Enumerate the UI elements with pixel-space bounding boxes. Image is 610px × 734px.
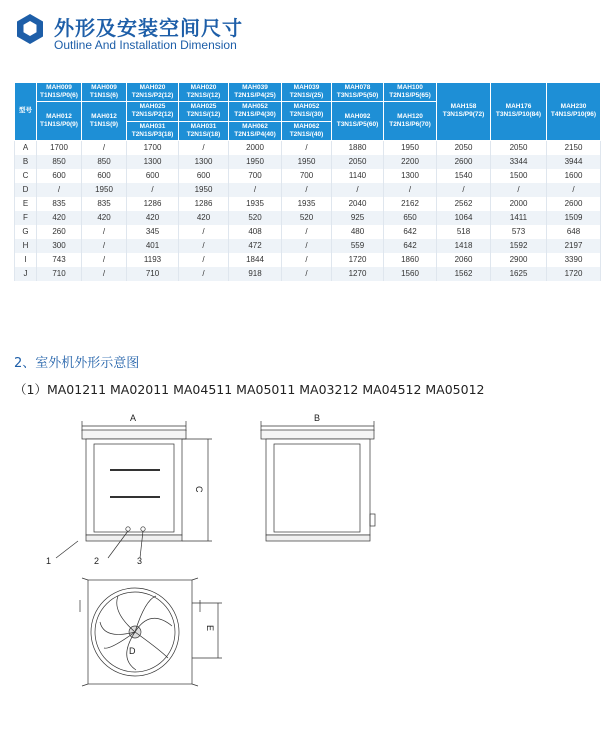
table-cell: 1286 bbox=[127, 197, 179, 211]
model-header: MAH100 T2N1S/P5(65) bbox=[384, 83, 437, 102]
table-cell: 420 bbox=[37, 211, 82, 225]
hexagon-logo-icon bbox=[14, 13, 46, 45]
table-cell: 2050 bbox=[491, 140, 547, 155]
row-label: C bbox=[15, 169, 37, 183]
dim-label-e: E bbox=[205, 625, 215, 632]
callout-2: 2 bbox=[94, 556, 100, 566]
table-cell: 850 bbox=[37, 155, 82, 169]
table-cell: 2040 bbox=[332, 197, 384, 211]
table-cell: / bbox=[437, 183, 491, 197]
table-cell: 420 bbox=[179, 211, 229, 225]
table-row bbox=[15, 239, 601, 253]
table-cell: 1935 bbox=[282, 197, 332, 211]
table-cell: 408 bbox=[229, 225, 282, 239]
table-cell: 3944 bbox=[547, 155, 601, 169]
row-label: E bbox=[15, 197, 37, 211]
model-header: MAH052 T2N1S/(30) bbox=[282, 102, 332, 121]
row-label: I bbox=[15, 253, 37, 267]
table-cell: 1286 bbox=[179, 197, 229, 211]
table-cell: 1300 bbox=[127, 155, 179, 169]
table-cell: 600 bbox=[127, 169, 179, 183]
table-cell: 520 bbox=[229, 211, 282, 225]
table-cell: / bbox=[82, 267, 127, 281]
table-cell: 642 bbox=[384, 225, 437, 239]
dimension-table bbox=[14, 82, 601, 281]
table-cell: 345 bbox=[127, 225, 179, 239]
table-cell: 480 bbox=[332, 225, 384, 239]
table-cell: / bbox=[82, 140, 127, 155]
table-cell: / bbox=[82, 253, 127, 267]
top-view bbox=[80, 578, 222, 686]
table-cell: 1418 bbox=[437, 239, 491, 253]
table-cell: 1700 bbox=[127, 140, 179, 155]
table-cell: 1950 bbox=[82, 183, 127, 197]
front-view bbox=[56, 421, 212, 558]
table-cell: 2600 bbox=[547, 197, 601, 211]
table-cell: 472 bbox=[229, 239, 282, 253]
model-header: MAH062 T2N1S/(40) bbox=[282, 121, 332, 140]
table-cell: / bbox=[282, 239, 332, 253]
model-header: MAH158 T3N1S/P9(72) bbox=[437, 83, 491, 141]
table-cell: / bbox=[282, 183, 332, 197]
table-cell: 1880 bbox=[332, 140, 384, 155]
row-header-cell: 型号 bbox=[15, 83, 37, 141]
table-cell: 743 bbox=[37, 253, 82, 267]
table-cell: 2000 bbox=[229, 140, 282, 155]
table-cell: 1562 bbox=[437, 267, 491, 281]
table-cell: / bbox=[179, 225, 229, 239]
table-row bbox=[15, 197, 601, 211]
table-cell: 1270 bbox=[332, 267, 384, 281]
row-label: B bbox=[15, 155, 37, 169]
table-cell: / bbox=[179, 267, 229, 281]
table-cell: / bbox=[282, 267, 332, 281]
table-cell: 420 bbox=[82, 211, 127, 225]
table-cell: / bbox=[332, 183, 384, 197]
table-cell: / bbox=[491, 183, 547, 197]
table-cell: 1300 bbox=[179, 155, 229, 169]
table-cell: 918 bbox=[229, 267, 282, 281]
table-cell: 1193 bbox=[127, 253, 179, 267]
table-cell: 1509 bbox=[547, 211, 601, 225]
row-label: F bbox=[15, 211, 37, 225]
table-cell: 1500 bbox=[491, 169, 547, 183]
table-cell: 642 bbox=[384, 239, 437, 253]
table-cell: / bbox=[384, 183, 437, 197]
table-cell: 1950 bbox=[282, 155, 332, 169]
table-cell: 700 bbox=[229, 169, 282, 183]
table-cell: 1540 bbox=[437, 169, 491, 183]
table-cell: / bbox=[547, 183, 601, 197]
callout-3: 3 bbox=[137, 556, 143, 566]
table-row bbox=[15, 140, 601, 155]
table-cell: 925 bbox=[332, 211, 384, 225]
row-label: H bbox=[15, 239, 37, 253]
table-cell: 835 bbox=[82, 197, 127, 211]
table-cell: 1950 bbox=[179, 183, 229, 197]
table-cell: / bbox=[179, 239, 229, 253]
table-cell: / bbox=[282, 140, 332, 155]
table-cell: 835 bbox=[37, 197, 82, 211]
model-header: MAH025 T2N1S/(12) bbox=[179, 102, 229, 121]
model-header: MAH009 T1N1S/P0(6) bbox=[37, 83, 82, 102]
table-cell: 1140 bbox=[332, 169, 384, 183]
model-header: MAH039 T2N1S/P4(25) bbox=[229, 83, 282, 102]
model-header: MAH092 T3N1S/P5(60) bbox=[332, 102, 384, 141]
table-cell: 1300 bbox=[384, 169, 437, 183]
side-view bbox=[261, 421, 375, 541]
table-row bbox=[15, 155, 601, 169]
table-cell: 1700 bbox=[37, 140, 82, 155]
table-cell: 1560 bbox=[384, 267, 437, 281]
table-row bbox=[15, 169, 601, 183]
model-header: MAH020 T2N1S/P2(12) bbox=[127, 83, 179, 102]
callout-1: 1 bbox=[46, 556, 52, 566]
table-cell: 710 bbox=[37, 267, 82, 281]
model-list: （1）MA01211 MA02011 MA04511 MA05011 MA03212 MA04512 MA05012 bbox=[14, 382, 485, 397]
table-cell: / bbox=[179, 140, 229, 155]
table-cell: 700 bbox=[282, 169, 332, 183]
dim-label-c: C bbox=[194, 486, 204, 493]
table-cell: 401 bbox=[127, 239, 179, 253]
table-cell: / bbox=[179, 253, 229, 267]
model-header: MAH025 T2N1S/P2(12) bbox=[127, 102, 179, 121]
table-cell: 650 bbox=[384, 211, 437, 225]
table-cell: / bbox=[37, 183, 82, 197]
section-title: 2、室外机外形示意图 bbox=[14, 356, 140, 371]
table-cell: / bbox=[82, 239, 127, 253]
table-cell: 2050 bbox=[437, 140, 491, 155]
table-cell: 600 bbox=[179, 169, 229, 183]
table-cell: 2200 bbox=[384, 155, 437, 169]
row-label: A bbox=[15, 140, 37, 155]
dim-label-d: D bbox=[129, 646, 136, 656]
dim-label-b: B bbox=[314, 413, 321, 423]
model-header: MAH031 T2N1S/P3(18) bbox=[127, 121, 179, 140]
table-cell: 1064 bbox=[437, 211, 491, 225]
table-row bbox=[15, 253, 601, 267]
table-cell: 600 bbox=[37, 169, 82, 183]
table-cell: 2050 bbox=[332, 155, 384, 169]
table-cell: / bbox=[229, 183, 282, 197]
table-cell: 2600 bbox=[437, 155, 491, 169]
model-header: MAH039 T2N1S/(25) bbox=[282, 83, 332, 102]
table-cell: 518 bbox=[437, 225, 491, 239]
table-cell: 300 bbox=[37, 239, 82, 253]
table-cell: 1844 bbox=[229, 253, 282, 267]
row-label: G bbox=[15, 225, 37, 239]
table-cell: / bbox=[282, 225, 332, 239]
model-header: MAH176 T3N1S/P10(84) bbox=[491, 83, 547, 141]
table-cell: 2197 bbox=[547, 239, 601, 253]
table-cell: 559 bbox=[332, 239, 384, 253]
model-header: MAH009 T1N1S(6) bbox=[82, 83, 127, 102]
table-cell: 2562 bbox=[437, 197, 491, 211]
table-row bbox=[15, 267, 601, 281]
table-cell: 3344 bbox=[491, 155, 547, 169]
table-cell: 520 bbox=[282, 211, 332, 225]
table-cell: 2162 bbox=[384, 197, 437, 211]
table-cell: 1592 bbox=[491, 239, 547, 253]
table-cell: 1600 bbox=[547, 169, 601, 183]
table-cell: 2150 bbox=[547, 140, 601, 155]
table-cell: 2000 bbox=[491, 197, 547, 211]
table-cell: 1625 bbox=[491, 267, 547, 281]
table-cell: 3390 bbox=[547, 253, 601, 267]
table-cell: / bbox=[127, 183, 179, 197]
table-cell: 573 bbox=[491, 225, 547, 239]
table-cell: 2900 bbox=[491, 253, 547, 267]
row-label: J bbox=[15, 267, 37, 281]
model-header: MAH031 T2N1S/(18) bbox=[179, 121, 229, 140]
model-header: MAH120 T2N1S/P6(70) bbox=[384, 102, 437, 141]
model-header: MAH062 T2N1S/P4(40) bbox=[229, 121, 282, 140]
outline-drawings bbox=[0, 400, 610, 734]
table-cell: 1720 bbox=[547, 267, 601, 281]
table-cell: 420 bbox=[127, 211, 179, 225]
model-header: MAH012 T1N1S/P0(9) bbox=[37, 102, 82, 141]
table-cell: / bbox=[282, 253, 332, 267]
table-cell: 260 bbox=[37, 225, 82, 239]
table-row bbox=[15, 225, 601, 239]
table-cell: 600 bbox=[82, 169, 127, 183]
row-label: D bbox=[15, 183, 37, 197]
table-cell: 1411 bbox=[491, 211, 547, 225]
model-header: MAH020 T2N1S/(12) bbox=[179, 83, 229, 102]
table-cell: 1860 bbox=[384, 253, 437, 267]
model-header: MAH052 T2N1S/P4(30) bbox=[229, 102, 282, 121]
table-cell: 648 bbox=[547, 225, 601, 239]
page-title: 外形及安装空间尺寸 bbox=[54, 16, 243, 40]
model-header: MAH078 T3N1S/P5(50) bbox=[332, 83, 384, 102]
table-row bbox=[15, 211, 601, 225]
table-cell: 1950 bbox=[229, 155, 282, 169]
table-cell: 1720 bbox=[332, 253, 384, 267]
table-cell: 1935 bbox=[229, 197, 282, 211]
model-header: MAH230 T4N1S/P10(96) bbox=[547, 83, 601, 141]
table-cell: / bbox=[82, 225, 127, 239]
table-cell: 710 bbox=[127, 267, 179, 281]
dim-label-a: A bbox=[130, 413, 137, 423]
table-cell: 2060 bbox=[437, 253, 491, 267]
table-cell: 1950 bbox=[384, 140, 437, 155]
table-row bbox=[15, 183, 601, 197]
table-cell: 850 bbox=[82, 155, 127, 169]
model-header: MAH012 T1N1S(9) bbox=[82, 102, 127, 141]
page-subtitle: Outline And Installation Dimension bbox=[54, 38, 237, 52]
